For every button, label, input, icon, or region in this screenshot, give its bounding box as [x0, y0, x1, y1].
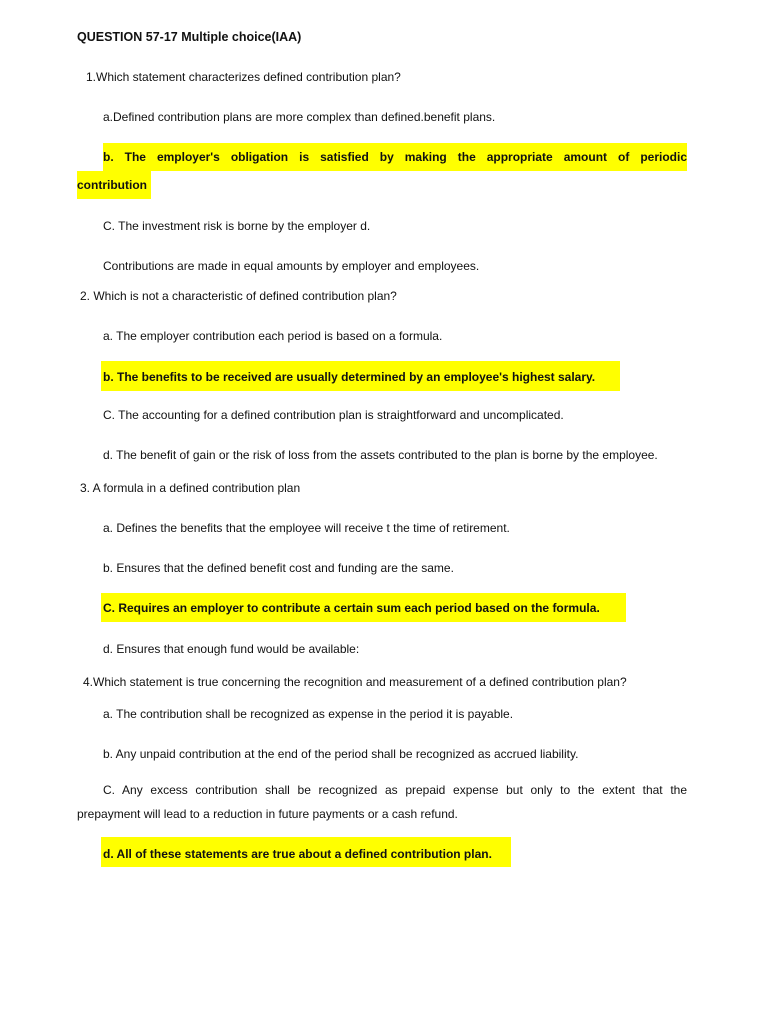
q1-option-c: C. The investment risk is borne by the employer d. — [103, 219, 371, 233]
q1-option-b-line-2: contribution — [77, 178, 147, 192]
question-3: 3. A formula in a defined contribution plan — [80, 481, 301, 495]
q4-option-b: b. Any unpaid contribution at the end of the period shall be recognized as accrued liability. — [103, 747, 579, 761]
question-1: 1.Which statement characterizes defined contribution plan? — [86, 70, 401, 84]
q4-option-d: d. All of these statements are true about a defined contribution plan. — [103, 847, 492, 861]
q3-option-a: a. Defines the benefits that the employee will receive t the time of retirement. — [103, 521, 510, 535]
q1-option-a: a.Defined contribution plans are more complex than defined.benefit plans. — [103, 110, 496, 124]
q1-option-b-line-1: b. The employer's obligation is satisfied by making the appropriate amount of periodic — [103, 150, 687, 164]
q2-option-b: b. The benefits to be received are usually determined by an employee's highest salary. — [103, 370, 596, 384]
q3-option-d: d. Ensures that enough fund would be available: — [103, 642, 360, 656]
q4-option-c-line-2: prepayment will lead to a reduction in future payments or a cash refund. — [77, 807, 458, 821]
question-2: 2. Which is not a characteristic of defined contribution plan? — [80, 289, 397, 303]
page-title: QUESTION 57-17 Multiple choice(IAA) — [77, 30, 302, 44]
q1-option-d: Contributions are made in equal amounts by employer and employees. — [103, 259, 480, 273]
q4-option-c-line-1: C. Any excess contribution shall be recognized as prepaid expense but only to the extent that the — [103, 783, 687, 797]
q4-option-a: a. The contribution shall be recognized as expense in the period it is payable. — [103, 707, 514, 721]
q2-option-d: d. The benefit of gain or the risk of loss from the assets contributed to the plan is borne by the employee. — [103, 448, 658, 462]
q2-option-a: a. The employer contribution each period is based on a formula. — [103, 329, 443, 343]
q2-option-c: C. The accounting for a defined contribution plan is straightforward and uncomplicated. — [103, 408, 564, 422]
q3-option-b: b. Ensures that the defined benefit cost and funding are the same. — [103, 561, 454, 575]
question-4: 4.Which statement is true concerning the recognition and measurement of a defined contribution plan? — [83, 675, 627, 689]
q3-option-c: C. Requires an employer to contribute a certain sum each period based on the formula. — [103, 601, 600, 615]
